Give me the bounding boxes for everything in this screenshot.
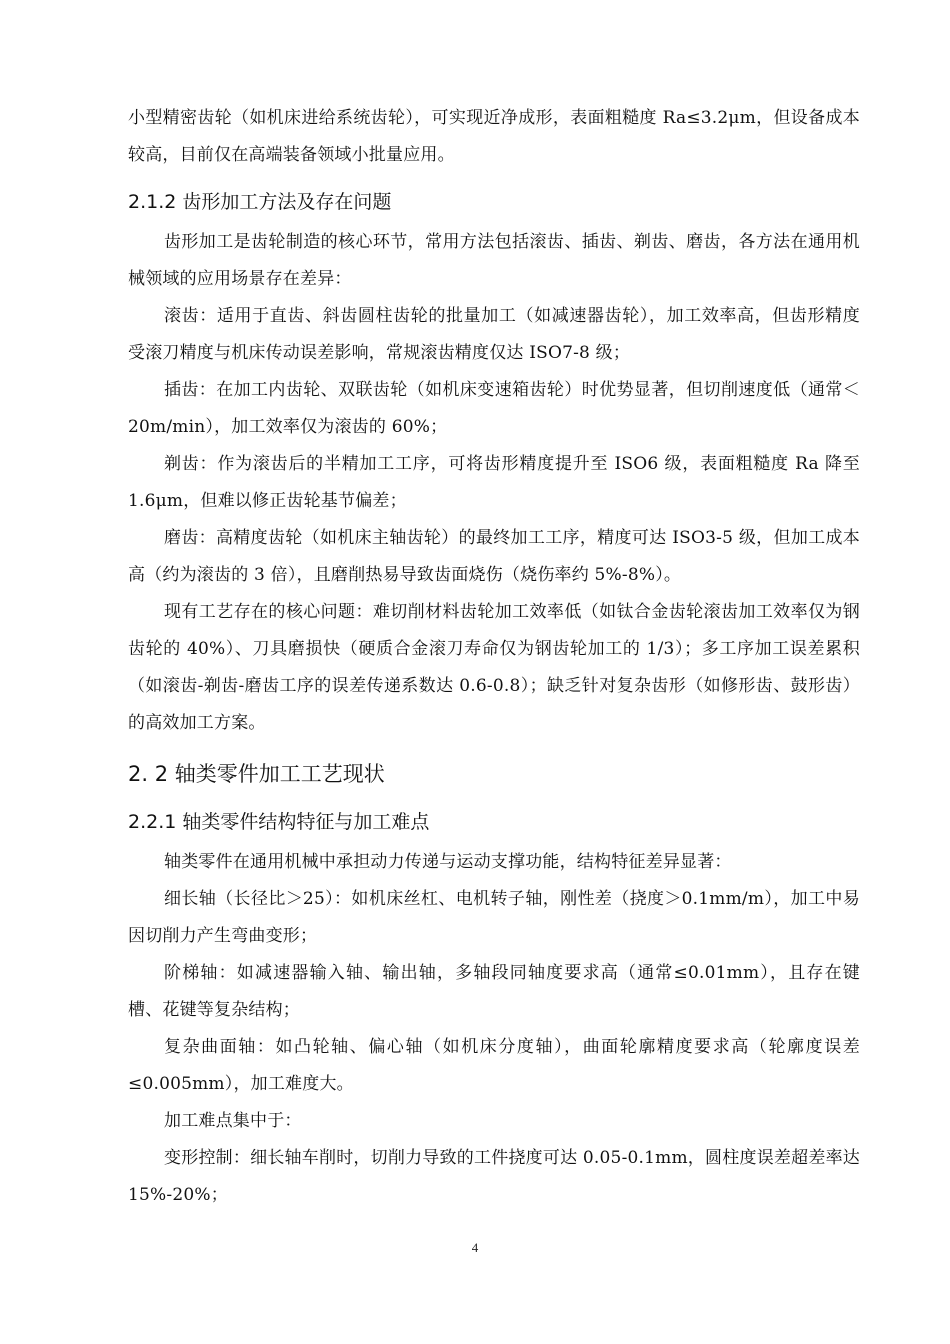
paragraph-stepped-shaft: 阶梯轴：如减速器输入轴、输出轴，多轴段同轴度要求高（通常≤0.01mm），且存在键槽、花键等复杂结构； bbox=[128, 963, 860, 1020]
heading-2-2-1: 2.2.1 轴类零件结构特征与加工难点 bbox=[128, 811, 430, 833]
heading-2-2: 2. 2 轴类零件加工工艺现状 bbox=[128, 762, 385, 786]
heading-2-1-2: 2.1.2 齿形加工方法及存在问题 bbox=[128, 191, 392, 213]
paragraph-deformation: 变形控制：细长轴车削时，切削力导致的工件挠度可达 0.05-0.1mm，圆柱度误差超差率达 15%-20%； bbox=[128, 1148, 860, 1205]
page-number: 4 bbox=[471, 1240, 479, 1255]
paragraph-hobbing: 滚齿：适用于直齿、斜齿圆柱齿轮的批量加工（如减速器齿轮），加工效率高，但齿形精度受滚刀精度与机床传动误差影响，常规滚齿精度仅达 ISO7-8 级； bbox=[128, 306, 860, 363]
paragraph-shaft-intro: 轴类零件在通用机械中承担动力传递与运动支撑功能，结构特征差异显著： bbox=[164, 852, 732, 872]
paragraph-tooth-intro: 齿形加工是齿轮制造的核心环节，常用方法包括滚齿、插齿、剃齿、磨齿，各方法在通用机械领域的应用场景存在差异： bbox=[128, 232, 860, 289]
paragraph-difficulties-intro: 加工难点集中于： bbox=[164, 1111, 302, 1131]
document-page bbox=[128, 100, 860, 1214]
paragraph-problems: 现有工艺存在的核心问题：难切削材料齿轮加工效率低（如钛合金齿轮滚齿加工效率仅为钢齿轮的 40%）、刀具磨损快（硬质合金滚刀寿命仅为钢齿轮加工的 1/3）；多工序加工误差累积（如滚齿-剃齿-磨齿工序的误差传递系数达 0.6-0.8）；缺乏针对复杂齿形（如修形齿、鼓形齿）的高效加工方案。 bbox=[128, 602, 860, 733]
paragraph-grinding: 磨齿：高精度齿轮（如机床主轴齿轮）的最终加工工序，精度可达 ISO3-5 级，但加工成本高（约为滚齿的 3 倍），且磨削热易导致齿面烧伤（烧伤率约 5%-8%）。 bbox=[128, 528, 860, 585]
paragraph-shaping: 插齿：在加工内齿轮、双联齿轮（如机床变速箱齿轮）时优势显著，但切削速度低（通常＜20m/min），加工效率仅为滚齿的 60%； bbox=[128, 380, 860, 437]
paragraph-slender-shaft: 细长轴（长径比＞25）：如机床丝杠、电机转子轴，刚性差（挠度＞0.1mm/m），加工中易因切削力产生弯曲变形； bbox=[128, 889, 860, 946]
paragraph-precision-gears: 小型精密齿轮（如机床进给系统齿轮），可实现近净成形，表面粗糙度 Ra≤3.2μm，但设备成本较高，目前仅在高端装备领域小批量应用。 bbox=[128, 108, 860, 165]
paragraph-shaving: 剃齿：作为滚齿后的半精加工工序，可将齿形精度提升至 ISO6 级，表面粗糙度 Ra 降至 1.6μm，但难以修正齿轮基节偏差； bbox=[128, 454, 860, 511]
paragraph-curved-shaft: 复杂曲面轴：如凸轮轴、偏心轴（如机床分度轴），曲面轮廓精度要求高（轮廓度误差≤0.005mm），加工难度大。 bbox=[128, 1037, 860, 1094]
